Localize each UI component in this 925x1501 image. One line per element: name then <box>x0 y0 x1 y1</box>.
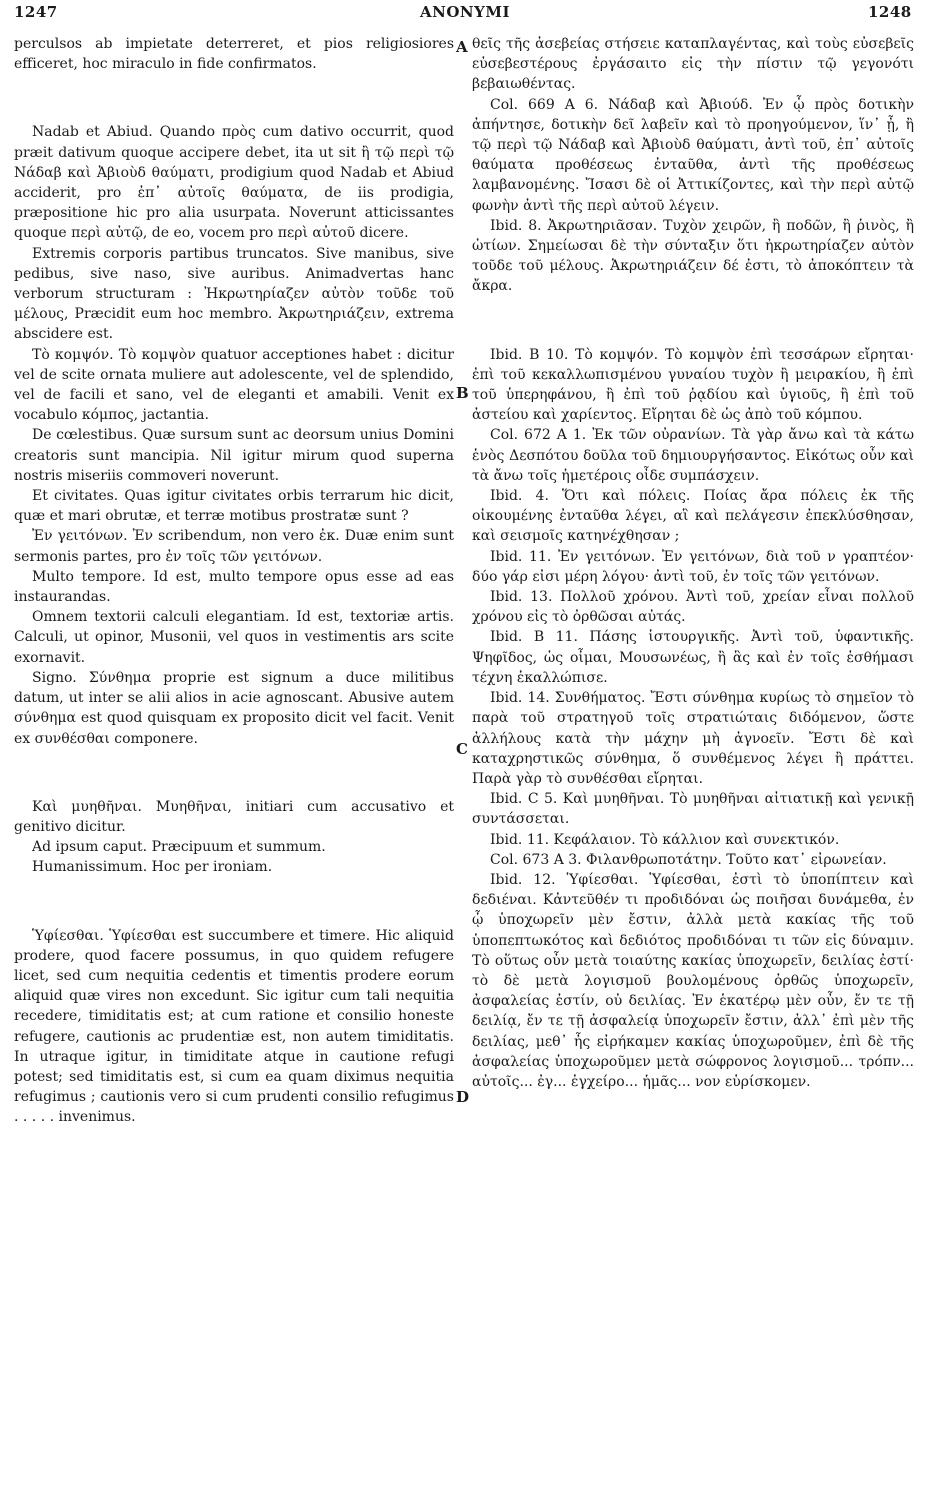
greek-paragraph: Ibid. 14. Συνθήματος. Ἔστι σύνθημα κυρίως τὸ σημεῖον τὸ παρὰ τοῦ στρατηγοῦ τοῖς στρατιώταις διδόμενον, ὥστε ἀλλήλους κατὰ τὴν μάχην μὴ ἀγνοεῖν. Ἔστι δὲ καὶ καταχρηστικῶς σύνθημα, ὅ συνθέμενος λέγει ἢ πράττει. Παρὰ γὰρ τὸ συνθέσθαι εἴρηται. <box>472 690 914 787</box>
latin-paragraph: Omnem textorii calculi elegantiam. Id est, textoriæ artis. Calculi, ut opinor, Musonii, vel quos in vestimentis ars scite exornavit. <box>14 609 454 666</box>
page-header <box>0 0 925 26</box>
margin-letter-d: D <box>456 1088 470 1106</box>
latin-paragraph: Τὸ κομψόν. Τὸ κομψὸν quatuor acceptiones habet : dicitur vel de scite ornata muliere aut adolescente, vel de splendido, vel de facili et sano, vel de eleganti et amabili. Venit ex vocabulo κόμπος, jactantia. <box>14 346 454 424</box>
greek-paragraph: Ibid. B 11. Πάσης ἱστουργικῆς. Ἀντὶ τοῦ, ὑφαντικῆς. Ψηφῖδος, ὡς οἶμαι, Μουσωνέως, ἢ ἃς καὶ ἐν τοῖς ἐσθήμασι τέχνη ἐκαλλώπισε. <box>472 629 914 686</box>
latin-paragraph: Ἐν γειτόνων. Ἐν scribendum, non vero ἐκ. Duæ enim sunt sermonis partes, pro ἐν τοῖς τῶν γειτόνων. <box>14 528 454 565</box>
greek-paragraph: Ibid. 12. Ὑφίεσθαι. Ὑφίεσθαι, ἐστὶ τὸ ὑποπίπτειν καὶ δεδιέναι. Κἀντεῦθέν τι προδιδόναι ὡς ποιῆσαι δυνάμεθα, ἐν ᾧ ὑποχωρεῖν μὲν ἔστιν, ἀλλὰ μετὰ κακίας τῆς τοῦ ὑποπεπτωκότος καὶ δεδιότος προδιδόναι τι τῶν εἰς δύναμιν. Τὸ οὕτως οὖν μετὰ τοιαύτης κακίας ὑποχωρεῖν, δειλίας ἐστί· τὸ δὲ μετὰ λογισμοῦ βουλομένους ὀρθῶς ὑποχωρεῖν, ἀσφαλείας ἐστίν, οὐ δειλίας. Ἐν ἑκατέρῳ μὲν οὖν, ἔν τε τῇ δειλίᾳ, ἔν τε τῇ ἀσφαλείᾳ ὑποχωρεῖν ἔστιν, ἀλλ᾽ ἐπὶ μὲν τῆς δειλίας, μεθ᾽ ἧς εἰρήκαμεν κακίας ὑποχωροῦμεν, ἐπὶ δὲ τῆς ἀσφαλείας ὑποχωροῦμεν μετὰ σώφρονος λογισμοῦ... τρόπν... αὐτοῖς... ἐγ... ἐγχείρο... ἡμᾶς... νον εὑρίσκομεν. <box>472 871 914 1090</box>
latin-paragraph: Nadab et Abiud. Quando πρὸς cum dativo occurrit, quod præit dativum quoque accipere debet, ita ut sit ἢ τῷ περὶ τῷ Νάδαβ καὶ Ἀβιοὺδ θαύματι, prodigium quod Nadab et Abiud acciderit, pro ἐπ᾽ αὐτοῖς θαύματα, de iis prodigia, præpositione hic pro alia usurpata. Noverunt atticissantes quoque περὶ αὐτῷ, de eo, vocem pro περὶ αὐτοῦ dicere. <box>14 124 454 242</box>
latin-paragraph: Ὑφίεσθαι. Ὑφίεσθαι est succumbere et timere. Hic aliquid prodere, quod facere possumus, in quo quidem refugere licet, sed cum nequitia cedentis et timentis prodere eorum aliquid quæ vires non excedunt. Sic igitur cum tali nequitia recedere, timiditatis est; at cum ratione et consilio honeste refugere, cautionis ac prudentiæ est, non autem timiditatis. In utraque igitur, in timiditate atque in cautione refugi potest; sed timiditatis est, si cum ea quam diximus nequitia refugimus ; cautionis vero si cum prudenti consilio refugimus . . . . . invenimus. <box>14 927 454 1126</box>
greek-paragraph: Col. 669 A 6. Νάδαβ καὶ Ἀβιούδ. Ἐν ᾧ πρὸς δοτικὴν ἀπήντησε, δοτικὴν δεῖ λαβεῖν καὶ τὸ προηγούμενον, ἵν᾽ ᾖ, ἢ τῷ περὶ τῷ Νάδαβ καὶ Ἀβιοὺδ θαύματι, ἀντὶ τοῦ, ἐπ᾽ αὐτοῖς θαύματα προθέσεως ἐνταῦθα, ἀντὶ τῆς προθέσεως λαμβανομένης. Ἴσασι δὲ οἱ Ἀττικίζοντες, καὶ τὴν περὶ αὐτῷ φωνὴν ἀντὶ τῆς περὶ αὐτοῦ λέγειν. <box>472 96 914 214</box>
latin-paragraph: De cœlestibus. Quæ sursum sunt ac deorsum unius Domini creatoris sunt mancipia. Nil igitur mirum quod superna nostris miseriis commoveri noverunt. <box>14 427 454 484</box>
greek-paragraph: Ibid. 11. Κεφάλαιον. Τὸ κάλλιον καὶ συνεκτικόν. <box>490 831 840 848</box>
greek-paragraph: Ibid. 13. Πολλοῦ χρόνου. Ἀντὶ τοῦ, χρείαν εἶναι πολλοῦ χρόνου εἰς τὸ ὀρθῶσαι αὐτάς. <box>472 589 914 626</box>
margin-letter-a: A <box>456 38 468 56</box>
greek-paragraph: Ibid. 8. Ἀκρωτηριᾶσαν. Τυχὸν χειρῶν, ἢ ποδῶν, ἢ ῥινὸς, ἢ ὠτίων. Σημείωσαι δὲ τὴν σύνταξιν ὅτι ἠκρωτηρίαζεν αὐτὸν τοῦδε τοῦ μέλους. Ἀκρωτηριάζειν δέ ἐστι, τὸ ἀποκόπτειν τὰ ἄκρα. <box>472 217 914 295</box>
greek-paragraph: Ibid. 4. Ὅτι καὶ πόλεις. Ποίας ἄρα πόλεις ἐκ τῆς οἰκουμένης ἐνταῦθα λέγει, αἳ καὶ πελάγεσιν ἐπεκλύσθησαν, καὶ σεισμοῖς κατηνέχθησαν ; <box>472 488 914 545</box>
latin-paragraph: perculsos ab impietate deterreret, et pios religiosiores efficeret, hoc miraculo in fide confirmatos. <box>14 36 454 73</box>
latin-paragraph: Signo. Σύνθημα proprie est signum a duce militibus datum, ut inter se alii alios in acie agnoscant. Abusive autem σύνθημα est quod quisquam ex proposito dicit vel facit. Venit ex συνθέσθαι componere. <box>14 669 454 747</box>
latin-paragraph: Humanissimum. Hoc per ironiam. <box>32 859 273 876</box>
latin-paragraph <box>14 892 454 912</box>
greek-paragraph: θεῖς τῆς ἀσεβείας στήσειε καταπλαγέντας, καὶ τοὺς εὐσεβεῖς εὐσεβεστέρους ἐργάσαιτο εἰς τὴν πίστιν τῷ γεγονότι βεβαιωθέντας. <box>472 36 914 93</box>
greek-paragraph: Ibid. B 10. Τὸ κομψόν. Τὸ κομψὸν ἐπὶ τεσσάρων εἴρηται· ἐπὶ τοῦ κεκαλλωπισμένου γυναίου τυχὸν ἢ μειρακίου, ἢ ἐπὶ τοῦ ὑπερηφάνου, ἢ ἐπὶ τοῦ ῥᾳδίου καὶ ὑγιοῦς, ἢ ἐπὶ τοῦ ἀστείου καὶ χαρίεντος. Εἴρηται δὲ ὡς ἀπὸ τοῦ κόμπου. <box>472 346 914 424</box>
greek-paragraph: Ibid. C 5. Καὶ μυηθῆναι. Τὸ μυηθῆναι αἰτιατικῇ καὶ γενικῇ συντάσσεται. <box>472 791 914 828</box>
latin-paragraph: Multo tempore. Id est, multo tempore opus esse ad eas instaurandas. <box>14 568 454 606</box>
greek-paragraph: Col. 672 A 1. Ἐκ τῶν οὐρανίων. Τὰ γὰρ ἄνω καὶ τὰ κάτω ἑνὸς Δεσπότου δοῦλα τοῦ δημιουργήσαντος. Εἰκότως οὖν καὶ τὰ ἄνω τοῖς ἡμετέροις οἶδε συμπάσχειν. <box>472 427 914 484</box>
greek-paragraph: Col. 673 A 3. Φιλανθρωποτάτην. Τοῦτο κατ᾽ εἰρωνείαν. <box>490 851 887 868</box>
greek-paragraph <box>472 311 914 331</box>
greek-column <box>472 34 914 1092</box>
greek-paragraph: Ibid. 11. Ἐν γειτόνων. Ἐν γειτόνων, διὰ τοῦ ν γραπτέον· δύο γάρ εἰσι μέρη λόγου· ἀντὶ τοῦ, ἐν τοῖς τῶν γειτόνων. <box>472 548 914 585</box>
margin-letter-b: B <box>456 384 469 402</box>
running-title: ANONYMI <box>420 3 510 21</box>
latin-paragraph: Ad ipsum caput. Præcipuum et summum. <box>32 839 326 856</box>
latin-paragraph <box>14 763 454 783</box>
latin-paragraph: Et civitates. Quas igitur civitates orbis terrarum hic dicit, quæ et mari obrutæ, et terræ motibus prostratæ sunt ? <box>14 488 454 525</box>
latin-paragraph: Καὶ μυηθῆναι. Μυηθῆναι, initiari cum accusativo et genitivo dicitur. <box>14 798 454 835</box>
latin-column <box>14 34 454 1128</box>
right-page-number: 1248 <box>868 3 912 21</box>
latin-paragraph: Extremis corporis partibus truncatos. Sive manibus, sive pedibus, sive naso, sive auribus. Animadvertas hanc verborum structuram : Ἠκρωτηρίαζεν αὐτὸν τοῦδε τοῦ μέλους, Præcidit eum hoc membro. Ἀκρωτηριάζειν, extrema abscidere est. <box>14 245 454 343</box>
latin-paragraph <box>14 88 454 108</box>
left-page-number: 1247 <box>14 3 58 21</box>
margin-letter-c: C <box>456 740 468 758</box>
